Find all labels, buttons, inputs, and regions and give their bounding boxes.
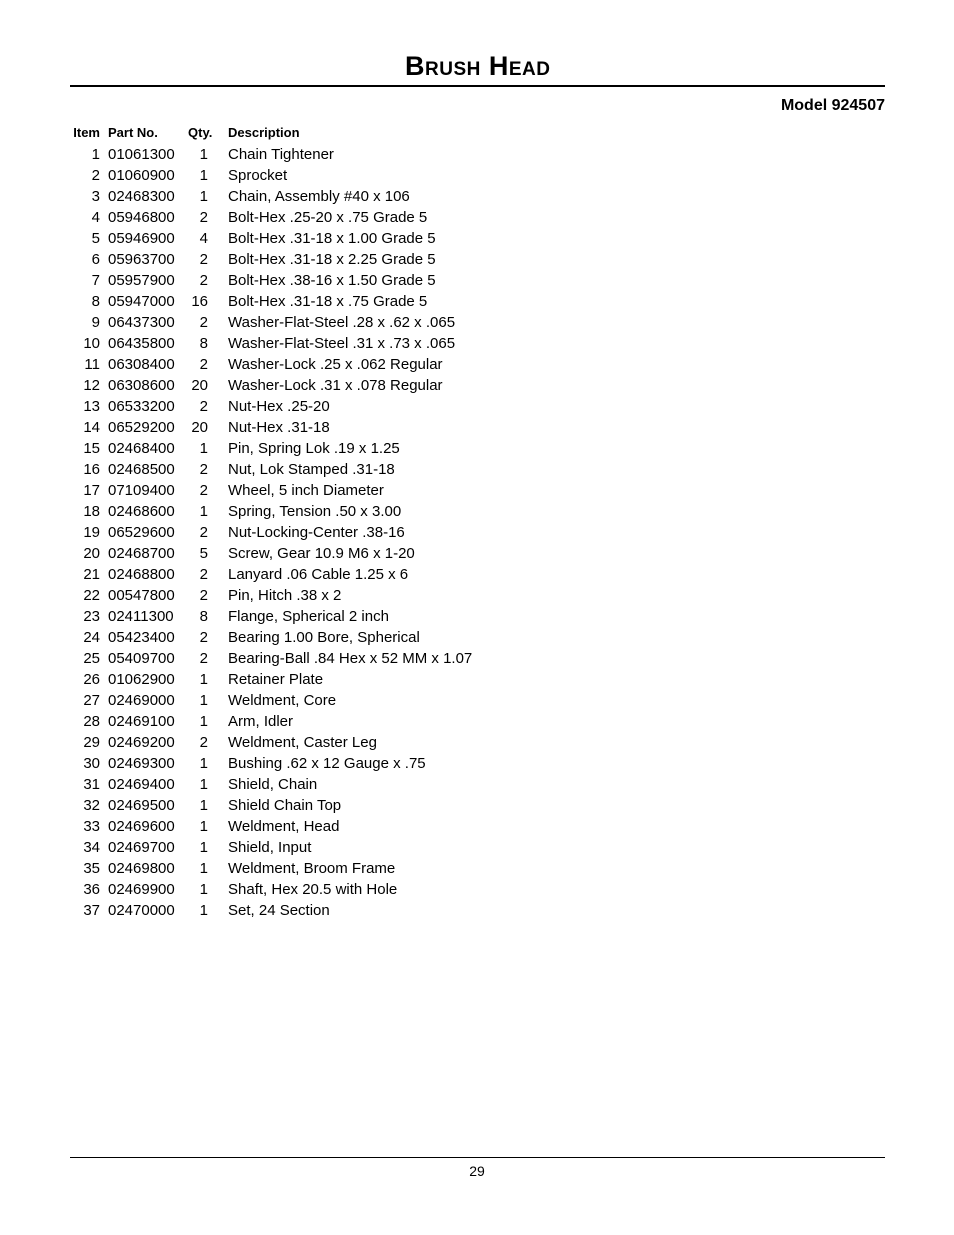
cell-description: Chain Tightener (228, 146, 334, 163)
cell-description: Shield, Input (228, 839, 312, 856)
cell-qty: 20 (191, 419, 208, 436)
cell-description: Set, 24 Section (228, 902, 330, 919)
cell-part-no: 06437300 (108, 314, 175, 331)
cell-part-no: 02469800 (108, 860, 175, 877)
cell-item: 7 (91, 272, 100, 289)
cell-part-no: 06533200 (108, 398, 175, 415)
cell-description: Lanyard .06 Cable 1.25 x 6 (228, 566, 409, 583)
cell-item: 2 (91, 167, 100, 184)
table-row (70, 249, 472, 270)
cell-qty: 1 (199, 902, 208, 919)
cell-description: Nut-Hex .25-20 (228, 398, 330, 415)
cell-part-no: 02468400 (108, 440, 175, 457)
column-header-part-no: Part No. (108, 125, 158, 140)
cell-description: Shaft, Hex 20.5 with Hole (228, 881, 398, 898)
parts-table (70, 123, 472, 921)
cell-item: 26 (83, 671, 100, 688)
cell-part-no: 05957900 (108, 272, 175, 289)
cell-item: 24 (83, 629, 100, 646)
cell-description: Bearing 1.00 Bore, Spherical (228, 629, 420, 646)
column-header-qty: Qty. (188, 125, 213, 140)
cell-qty: 5 (199, 545, 208, 562)
cell-item: 31 (83, 776, 100, 793)
parts-table-body (70, 144, 472, 921)
cell-qty: 1 (199, 797, 208, 814)
cell-part-no: 02468500 (108, 461, 175, 478)
cell-description: Weldment, Broom Frame (228, 860, 396, 877)
cell-part-no: 06529200 (108, 419, 175, 436)
cell-qty: 8 (199, 608, 208, 625)
table-row (70, 480, 472, 501)
cell-item: 9 (91, 314, 100, 331)
cell-qty: 1 (199, 755, 208, 772)
cell-item: 12 (83, 377, 100, 394)
cell-part-no: 02469200 (108, 734, 175, 751)
cell-part-no: 05946900 (108, 230, 175, 247)
cell-description: Nut, Lok Stamped .31-18 (228, 461, 395, 478)
cell-description: Nut-Hex .31-18 (228, 419, 330, 436)
cell-description: Spring, Tension .50 x 3.00 (228, 503, 402, 520)
cell-item: 21 (83, 566, 100, 583)
table-row (70, 270, 472, 291)
table-row (70, 438, 472, 459)
cell-qty: 1 (199, 776, 208, 793)
cell-item: 22 (83, 587, 100, 604)
cell-part-no: 02468700 (108, 545, 175, 562)
cell-qty: 2 (199, 209, 208, 226)
cell-item: 29 (83, 734, 100, 751)
cell-qty: 2 (199, 461, 208, 478)
cell-part-no: 02470000 (108, 902, 175, 919)
cell-qty: 1 (199, 188, 208, 205)
cell-description: Chain, Assembly #40 x 106 (228, 188, 410, 205)
cell-item: 5 (91, 230, 100, 247)
cell-part-no: 02411300 (108, 608, 174, 625)
cell-item: 25 (83, 650, 100, 667)
cell-part-no: 01062900 (108, 671, 175, 688)
table-row (70, 354, 472, 375)
model-label: Model 924507 (780, 97, 885, 114)
cell-qty: 2 (199, 566, 208, 583)
cell-part-no: 02469500 (108, 797, 175, 814)
cell-part-no: 05947000 (108, 293, 175, 310)
cell-part-no: 06308400 (108, 356, 175, 373)
table-row (70, 753, 472, 774)
cell-item: 6 (91, 251, 100, 268)
cell-qty: 1 (199, 692, 208, 709)
cell-description: Arm, Idler (228, 713, 294, 730)
cell-part-no: 02469000 (108, 692, 175, 709)
table-row (70, 879, 472, 900)
cell-description: Shield Chain Top (228, 797, 342, 814)
cell-description: Bushing .62 x 12 Gauge x .75 (228, 755, 426, 772)
cell-part-no: 01060900 (108, 167, 175, 184)
cell-item: 1 (91, 146, 100, 163)
cell-part-no: 02469300 (108, 755, 175, 772)
table-row (70, 417, 472, 438)
table-row (70, 207, 472, 228)
cell-qty: 20 (191, 377, 208, 394)
cell-qty: 2 (199, 272, 208, 289)
cell-description: Flange, Spherical 2 inch (228, 608, 389, 625)
table-row (70, 627, 472, 648)
table-row (70, 333, 472, 354)
table-row (70, 396, 472, 417)
table-row (70, 312, 472, 333)
cell-item: 14 (83, 419, 100, 436)
cell-item: 30 (83, 755, 100, 772)
cell-part-no: 06308600 (108, 377, 175, 394)
cell-qty: 2 (199, 251, 208, 268)
cell-qty: 1 (199, 146, 208, 163)
cell-item: 35 (83, 860, 100, 877)
cell-qty: 16 (191, 293, 208, 310)
table-row (70, 564, 472, 585)
cell-description: Weldment, Core (228, 692, 337, 709)
cell-item: 36 (83, 881, 100, 898)
cell-qty: 1 (199, 167, 208, 184)
table-row (70, 795, 472, 816)
table-row (70, 522, 472, 543)
table-row (70, 186, 472, 207)
cell-item: 3 (91, 188, 100, 205)
cell-part-no: 05423400 (108, 629, 175, 646)
table-row (70, 690, 472, 711)
table-row (70, 144, 472, 165)
cell-part-no: 02468600 (108, 503, 175, 520)
column-header-item: Item (73, 125, 100, 140)
cell-description: Washer-Lock .31 x .078 Regular (228, 377, 443, 394)
table-row (70, 501, 472, 522)
cell-part-no: 02469600 (108, 818, 175, 835)
cell-description: Bolt-Hex .31-18 x 2.25 Grade 5 (228, 251, 436, 268)
cell-part-no: 06529600 (108, 524, 175, 541)
page-title: Brush Head (405, 51, 551, 81)
table-row (70, 669, 472, 690)
footer-divider (70, 1157, 885, 1158)
cell-description: Bolt-Hex .31-18 x .75 Grade 5 (228, 293, 428, 310)
cell-description: Retainer Plate (228, 671, 324, 688)
table-row (70, 459, 472, 480)
title-divider (70, 85, 885, 87)
page-number: 29 (469, 1163, 485, 1179)
cell-qty: 1 (199, 839, 208, 856)
cell-part-no: 05963700 (108, 251, 175, 268)
table-row (70, 837, 472, 858)
cell-description: Washer-Flat-Steel .31 x .73 x .065 (228, 335, 456, 352)
cell-qty: 2 (199, 314, 208, 331)
cell-item: 27 (83, 692, 100, 709)
cell-item: 23 (83, 608, 100, 625)
cell-description: Washer-Flat-Steel .28 x .62 x .065 (228, 314, 456, 331)
table-row (70, 648, 472, 669)
table-row (70, 774, 472, 795)
cell-part-no: 05409700 (108, 650, 175, 667)
cell-part-no: 06435800 (108, 335, 175, 352)
cell-qty: 2 (199, 482, 208, 499)
cell-description: Washer-Lock .25 x .062 Regular (228, 356, 443, 373)
table-row (70, 858, 472, 879)
cell-description: Nut-Locking-Center .38-16 (228, 524, 405, 541)
cell-item: 18 (83, 503, 100, 520)
cell-part-no: 02469100 (108, 713, 175, 730)
cell-part-no: 05946800 (108, 209, 175, 226)
cell-qty: 2 (199, 650, 208, 667)
cell-item: 37 (83, 902, 100, 919)
cell-description: Bolt-Hex .25-20 x .75 Grade 5 (228, 209, 428, 226)
cell-description: Bolt-Hex .31-18 x 1.00 Grade 5 (228, 230, 436, 247)
cell-description: Weldment, Head (228, 818, 340, 835)
cell-description: Sprocket (228, 167, 288, 184)
cell-part-no: 02469900 (108, 881, 175, 898)
cell-part-no: 07109400 (108, 482, 175, 499)
table-row (70, 732, 472, 753)
cell-item: 4 (91, 209, 100, 226)
cell-qty: 2 (199, 398, 208, 415)
cell-part-no: 02468300 (108, 188, 175, 205)
cell-description: Shield, Chain (228, 776, 318, 793)
table-row (70, 585, 472, 606)
cell-qty: 1 (199, 503, 208, 520)
cell-description: Pin, Hitch .38 x 2 (228, 587, 342, 604)
cell-qty: 1 (199, 881, 208, 898)
cell-part-no: 02468800 (108, 566, 175, 583)
cell-item: 17 (83, 482, 100, 499)
cell-description: Screw, Gear 10.9 M6 x 1-20 (228, 545, 415, 562)
cell-item: 8 (91, 293, 100, 310)
cell-description: Bolt-Hex .38-16 x 1.50 Grade 5 (228, 272, 436, 289)
cell-qty: 4 (199, 230, 208, 247)
cell-qty: 1 (199, 713, 208, 730)
cell-qty: 2 (199, 629, 208, 646)
cell-qty: 1 (199, 860, 208, 877)
table-row (70, 606, 472, 627)
cell-item: 32 (83, 797, 100, 814)
cell-description: Bearing-Ball .84 Hex x 52 MM x 1.07 (228, 650, 473, 667)
cell-item: 19 (83, 524, 100, 541)
table-row (70, 900, 472, 921)
cell-item: 34 (83, 839, 100, 856)
cell-part-no: 02469400 (108, 776, 175, 793)
cell-item: 15 (83, 440, 100, 457)
table-row (70, 711, 472, 732)
cell-qty: 2 (199, 587, 208, 604)
column-header-description: Description (228, 125, 300, 140)
table-row (70, 375, 472, 396)
cell-qty: 1 (199, 818, 208, 835)
cell-part-no: 01061300 (108, 146, 175, 163)
table-row (70, 165, 472, 186)
table-row (70, 228, 472, 249)
cell-item: 16 (83, 461, 100, 478)
table-row (70, 543, 472, 564)
cell-item: 10 (83, 335, 100, 352)
table-header-row (70, 123, 472, 144)
table-row (70, 291, 472, 312)
cell-item: 20 (83, 545, 100, 562)
cell-part-no: 02469700 (108, 839, 175, 856)
cell-description: Pin, Spring Lok .19 x 1.25 (228, 440, 400, 457)
cell-item: 28 (83, 713, 100, 730)
cell-item: 11 (84, 356, 100, 373)
cell-qty: 1 (199, 671, 208, 688)
cell-part-no: 00547800 (108, 587, 175, 604)
cell-item: 13 (83, 398, 100, 415)
cell-qty: 2 (199, 356, 208, 373)
cell-description: Weldment, Caster Leg (228, 734, 377, 751)
cell-item: 33 (83, 818, 100, 835)
table-row (70, 816, 472, 837)
cell-qty: 2 (199, 524, 208, 541)
cell-qty: 2 (199, 734, 208, 751)
cell-qty: 8 (199, 335, 208, 352)
cell-description: Wheel, 5 inch Diameter (228, 482, 384, 499)
cell-qty: 1 (199, 440, 208, 457)
